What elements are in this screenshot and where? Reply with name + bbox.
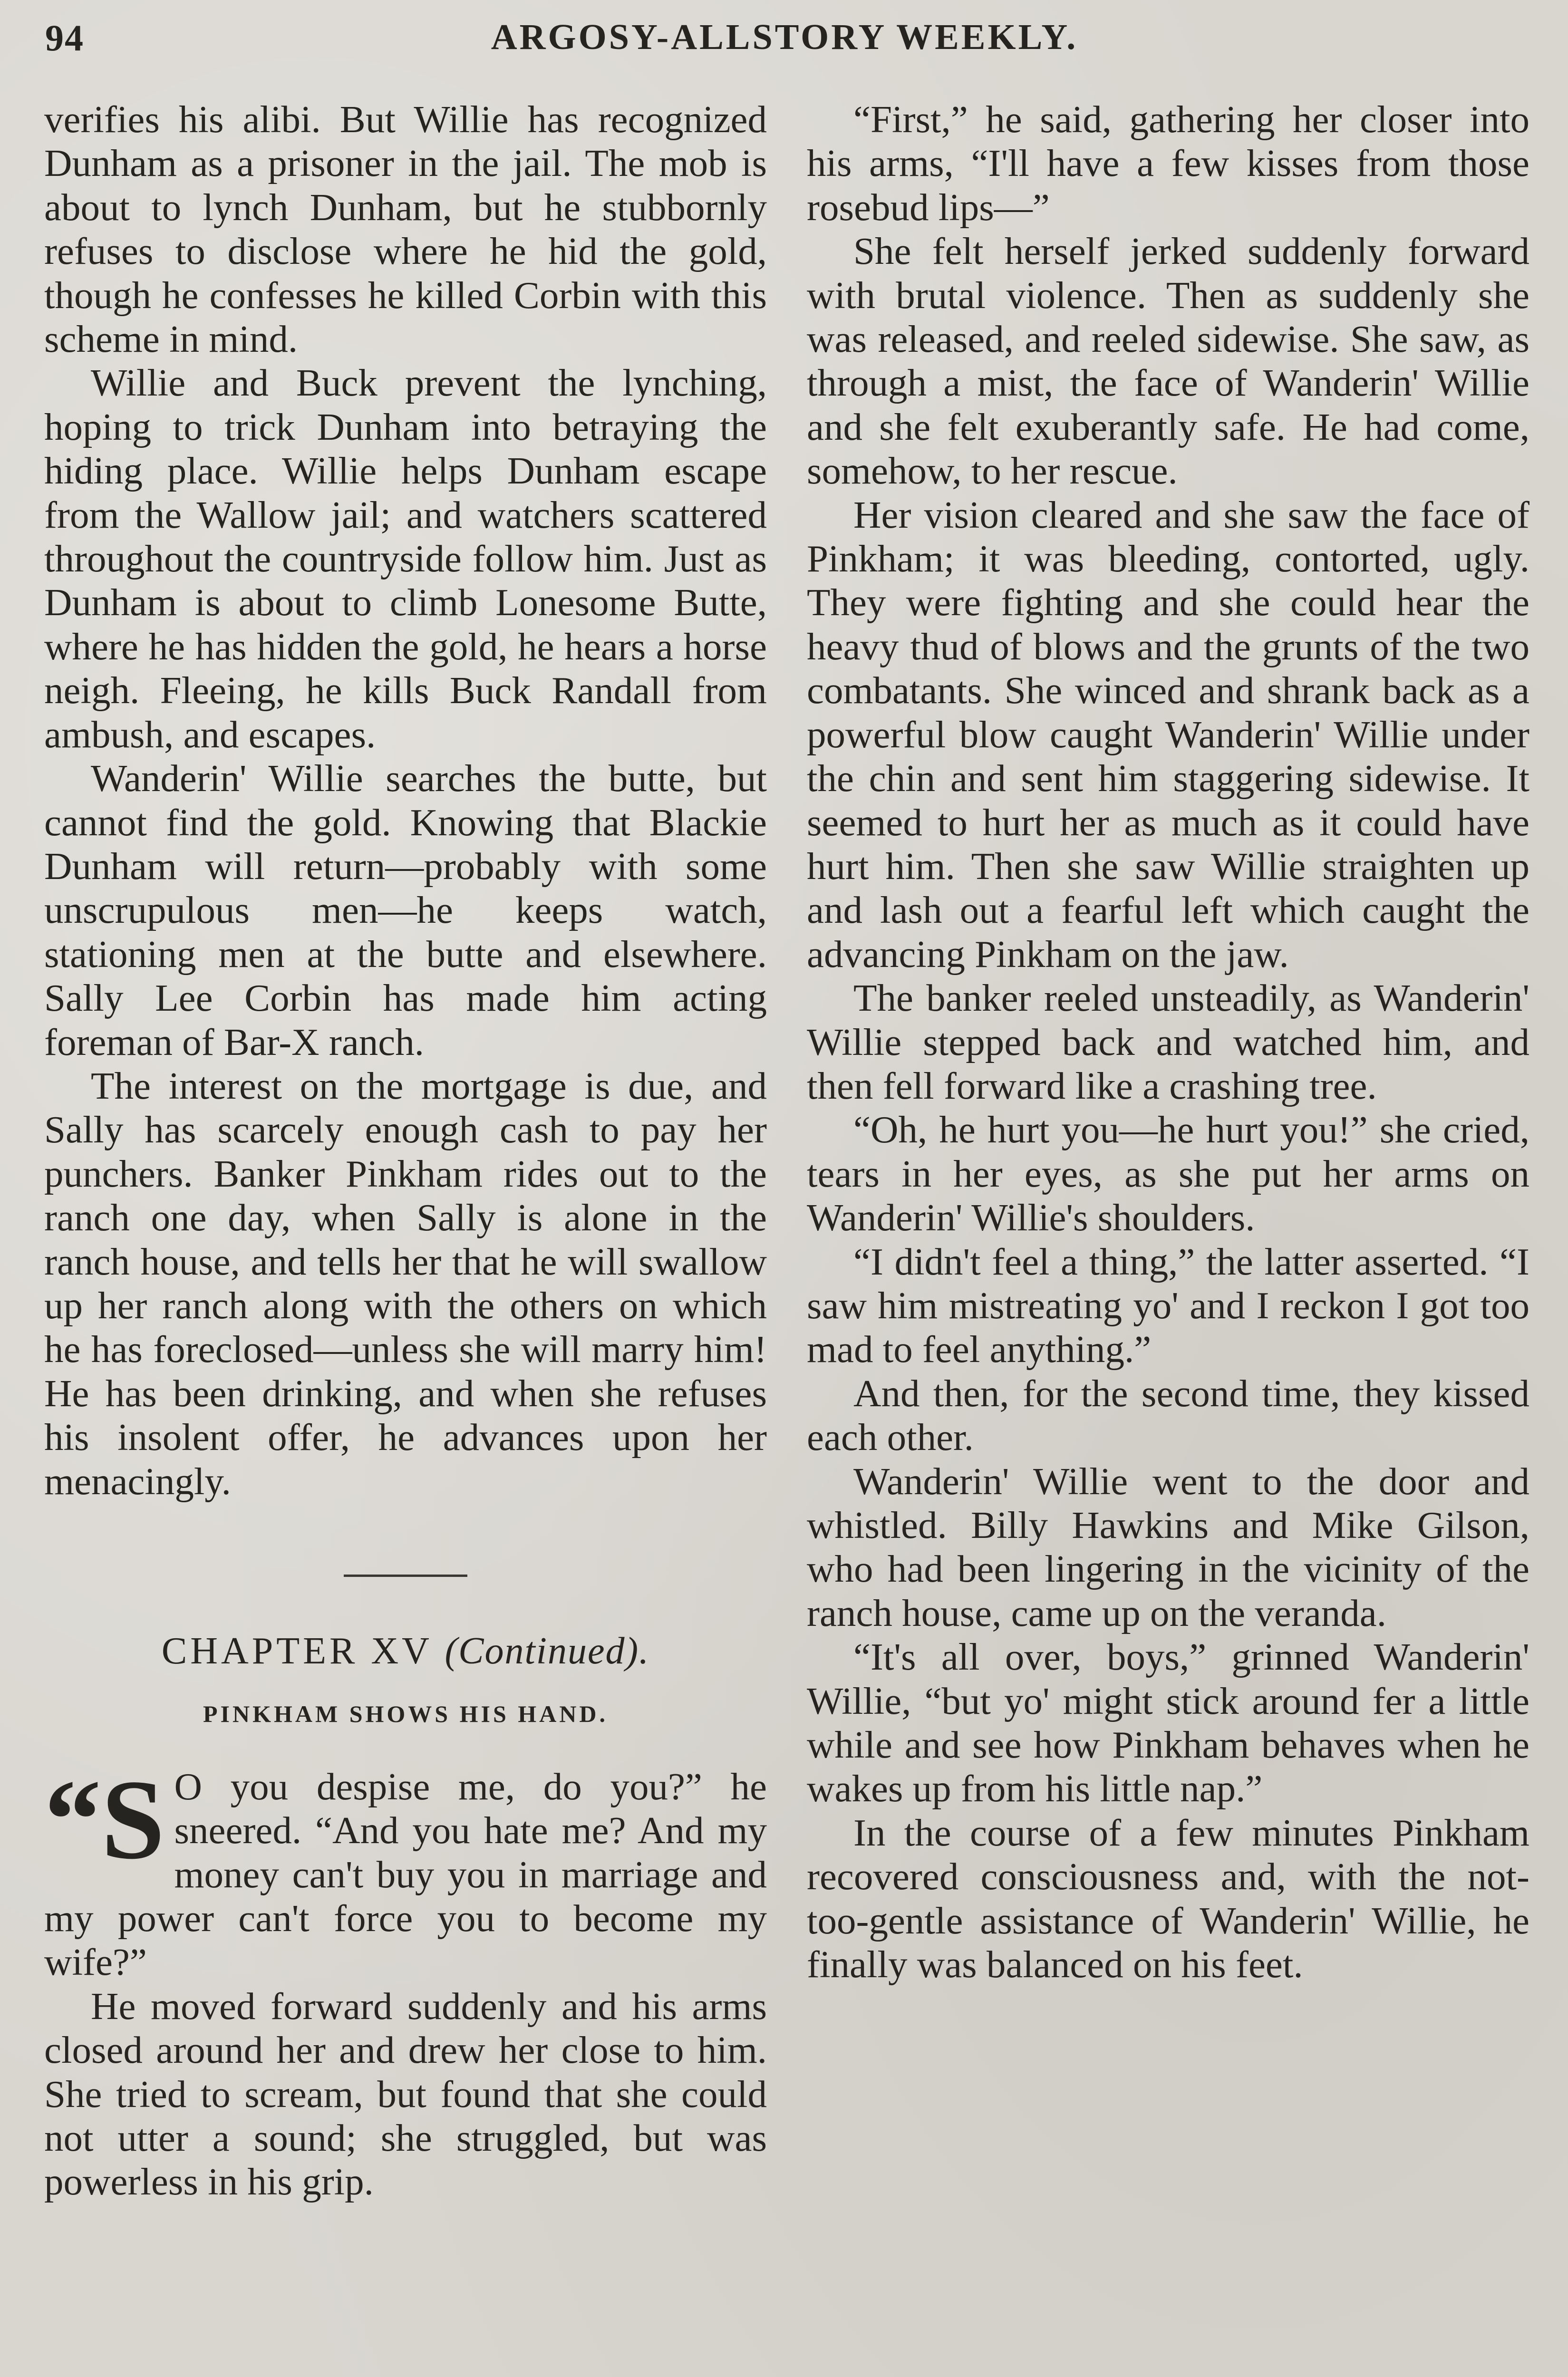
paragraph: The banker reeled unsteadily, as Wanderin' Willie stepped back and watched him, and then fell forward like a crashing tree. (807, 976, 1529, 1107)
drop-cap-quote: “ (44, 1756, 101, 1883)
paragraph: “Oh, he hurt you—he hurt you!” she cried, tears in her eyes, as she put her arms on Wanderin' Willie's shoulders. (807, 1108, 1529, 1239)
paragraph: “It's all over, boys,” grinned Wanderin' Willie, “but yo' might stick around fer a little while and see how Pinkham behaves when he wakes up from his little nap.” (807, 1635, 1529, 1810)
paragraph: Wanderin' Willie went to the door and whistled. Billy Hawkins and Mike Gilson, who had been lingering in the vicinity of the ranch house, came up on the veranda. (807, 1459, 1529, 1634)
paragraph: And then, for the second time, they kissed each other. (807, 1372, 1529, 1459)
chapter-subtitle: PINKHAM SHOWS HIS HAND. (203, 1701, 608, 1728)
section-divider (344, 1575, 467, 1577)
page-header (45, 17, 1524, 69)
left-column (44, 97, 767, 2204)
chapter-number: CHAPTER XV (161, 1630, 432, 1672)
paragraph: “First,” he said, gathering her closer into his arms, “I'll have a few kisses from those rosebud lips—” (807, 98, 1529, 229)
paragraph: The interest on the mortgage is due, and Sally has scarcely enough cash to pay her punchers. Banker Pinkham rides out to the ranch one day, when Sally is alone in the ranch house, and tells her that he will swallow up her ranch along with the others on which he has foreclosed—unless she will marry him! He has been drinking, and when she refuses his insolent offer, he advances upon her menacingly. (44, 1064, 767, 1503)
running-title: ARGOSY-ALLSTORY WEEKLY. (491, 17, 1078, 57)
paragraph: She felt herself jerked suddenly forward with brutal violence. Then as suddenly she was released, and reeled sidewise. She saw, as through a mist, the face of Wanderin' Willie and she felt exuberantly safe. He had come, somehow, to her rescue. (807, 230, 1529, 493)
chapter-continued: (Continued). (445, 1630, 650, 1672)
right-column (807, 97, 1529, 1986)
drop-cap (44, 1756, 165, 1883)
chapter-opening-text: O you despise me, do you?” he sneered. “And you hate me? And my money can't buy you in marriage and my power can't force you to become my wife?” (44, 1765, 767, 1984)
paragraph: Wanderin' Willie searches the butte, but cannot find the gold. Knowing that Blackie Dunham will return—probably with some unscrupulous men—he keeps watch, stationing men at the butte and elsewhere. Sally Lee Corbin has made him acting foreman of Bar-X ranch. (44, 757, 767, 1063)
paragraph: In the course of a few minutes Pinkham recovered consciousness and, with the not-too-gentle assistance of Wanderin' Willie, he finally was balanced on his feet. (807, 1811, 1529, 1986)
paragraph: Willie and Buck prevent the lynching, hoping to trick Dunham into betraying the hiding place. Willie helps Dunham escape from the Wallow jail; and watchers scattered throughout the countryside follow him. Just as Dunham is about to climb Lonesome Butte, where he has hidden the gold, he hears a horse neigh. Fleeing, he kills Buck Randall from ambush, and escapes. (44, 361, 767, 756)
paragraph: “I didn't feel a thing,” the latter asserted. “I saw him mistreating yo' and I reckon I got too mad to feel anything.” (807, 1240, 1529, 1371)
page-number: 94 (45, 17, 84, 58)
paragraph: Her vision cleared and she saw the face of Pinkham; it was bleeding, contorted, ugly. They were fighting and she could hear the heavy thud of blows and the grunts of the two combatants. She winced and shrank back as a powerful blow caught Wanderin' Willie under the chin and sent him staggering sidewise. It seemed to hurt her as much as it could have hurt him. Then she saw Willie straighten up and lash out a fearful left which caught the advancing Pinkham on the jaw. (807, 493, 1529, 976)
drop-cap-letter: S (101, 1756, 165, 1883)
paragraph: verifies his alibi. But Willie has recognized Dunham as a prisoner in the jail. The mob is about to lynch Dunham, but he stubbornly refuses to disclose where he hid the gold, though he confesses he killed Corbin with this scheme in mind. (44, 98, 767, 361)
chapter-opening-paragraph (44, 1756, 767, 1984)
chapter-heading (44, 1629, 767, 1673)
paragraph: He moved forward suddenly and his arms closed around her and drew her close to him. She tried to scream, but found that she could not utter a sound; she struggled, but was powerless in his grip. (44, 1984, 767, 2203)
